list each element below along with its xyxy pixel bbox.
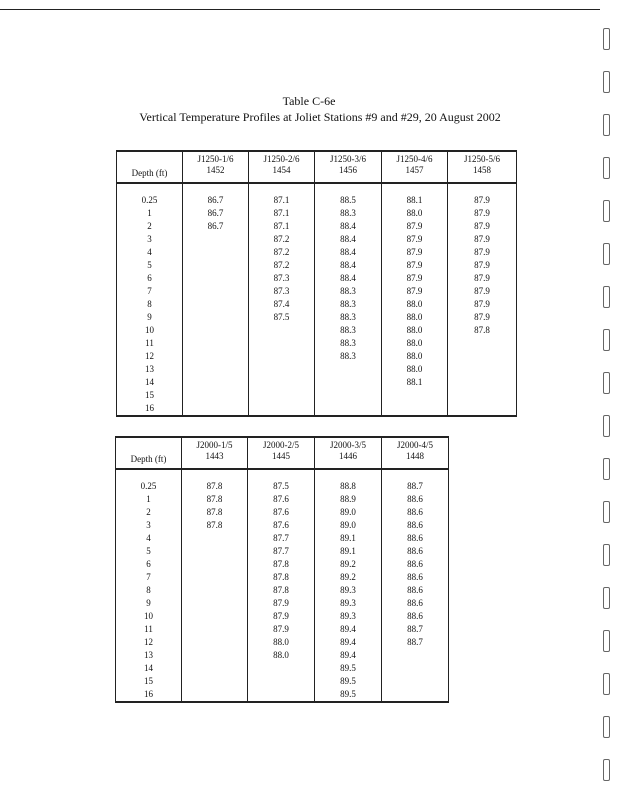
temperature-cell: 87.6 bbox=[248, 506, 315, 519]
temperature-cell: 87.9 bbox=[382, 272, 448, 285]
table-row bbox=[116, 636, 449, 649]
temperature-cell bbox=[315, 376, 382, 389]
table-header-row bbox=[117, 151, 517, 183]
temperature-cell: 89.5 bbox=[315, 675, 382, 688]
temperature-cell: 88.7 bbox=[382, 636, 449, 649]
temperature-cell: 88.1 bbox=[382, 183, 448, 207]
temperature-cell: 87.1 bbox=[249, 220, 315, 233]
temperature-table-j1250 bbox=[116, 150, 517, 417]
temperature-cell bbox=[448, 337, 517, 350]
temperature-cell bbox=[248, 675, 315, 688]
temperature-table-j2000 bbox=[115, 436, 449, 703]
depth-cell: 9 bbox=[117, 311, 183, 324]
temperature-cell bbox=[183, 246, 249, 259]
temperature-cell: 87.8 bbox=[248, 558, 315, 571]
table-row bbox=[116, 675, 449, 688]
temperature-cell: 88.6 bbox=[382, 493, 449, 506]
temperature-cell bbox=[182, 545, 248, 558]
temperature-cell bbox=[249, 389, 315, 402]
temperature-cell bbox=[182, 649, 248, 662]
station-name: J1250-3/6 bbox=[330, 154, 366, 164]
temperature-cell: 86.7 bbox=[183, 207, 249, 220]
depth-cell: 3 bbox=[116, 519, 182, 532]
station-column-header bbox=[448, 151, 517, 183]
temperature-cell: 86.7 bbox=[183, 220, 249, 233]
station-id: 1446 bbox=[339, 451, 357, 461]
station-name: J1250-4/6 bbox=[396, 154, 433, 164]
station-column-header bbox=[183, 151, 249, 183]
station-id: 1448 bbox=[406, 451, 424, 461]
station-name: J2000-1/5 bbox=[196, 440, 233, 450]
temperature-cell: 88.3 bbox=[315, 311, 382, 324]
temperature-cell bbox=[183, 402, 249, 416]
table-row bbox=[116, 506, 449, 519]
depth-cell: 9 bbox=[116, 597, 182, 610]
temperature-cell: 88.5 bbox=[315, 183, 382, 207]
temperature-cell: 89.0 bbox=[315, 506, 382, 519]
temperature-cell: 87.7 bbox=[248, 532, 315, 545]
temperature-cell bbox=[182, 558, 248, 571]
temperature-cell bbox=[315, 389, 382, 402]
temperature-cell: 87.9 bbox=[448, 285, 517, 298]
temperature-cell: 87.8 bbox=[448, 324, 517, 337]
temperature-cell: 88.3 bbox=[315, 207, 382, 220]
depth-cell: 12 bbox=[117, 350, 183, 363]
temperature-cell: 88.3 bbox=[315, 324, 382, 337]
temperature-cell: 89.3 bbox=[315, 610, 382, 623]
table-subtitle: Vertical Temperature Profiles at Joliet Stations #9 and #29, 20 August 2002 bbox=[139, 110, 501, 124]
temperature-cell bbox=[249, 337, 315, 350]
temperature-cell: 89.4 bbox=[315, 623, 382, 636]
temperature-cell bbox=[249, 350, 315, 363]
temperature-cell: 87.8 bbox=[182, 493, 248, 506]
temperature-cell: 87.5 bbox=[248, 469, 315, 493]
temperature-cell: 88.6 bbox=[382, 584, 449, 597]
station-column-header bbox=[382, 437, 449, 469]
depth-cell: 13 bbox=[116, 649, 182, 662]
station-id: 1443 bbox=[205, 451, 224, 461]
temperature-cell bbox=[183, 233, 249, 246]
temperature-cell: 89.1 bbox=[315, 545, 382, 558]
binder-hole bbox=[603, 587, 610, 609]
temperature-cell bbox=[183, 272, 249, 285]
table-row bbox=[117, 350, 517, 363]
depth-column-header: Depth (ft) bbox=[116, 437, 182, 469]
station-id: 1454 bbox=[272, 165, 291, 175]
temperature-cell bbox=[448, 363, 517, 376]
table-row bbox=[116, 649, 449, 662]
table-header-row bbox=[116, 437, 449, 469]
depth-cell: 11 bbox=[116, 623, 182, 636]
temperature-cell bbox=[382, 402, 448, 416]
temperature-cell: 87.8 bbox=[182, 469, 248, 493]
temperature-cell bbox=[448, 350, 517, 363]
temperature-cell: 87.9 bbox=[248, 623, 315, 636]
temperature-cell: 88.4 bbox=[315, 272, 382, 285]
temperature-cell bbox=[448, 402, 517, 416]
temperature-cell: 88.8 bbox=[315, 469, 382, 493]
station-column-header bbox=[315, 151, 382, 183]
temperature-cell bbox=[182, 623, 248, 636]
temperature-cell bbox=[382, 389, 448, 402]
station-name: J2000-2/5 bbox=[263, 440, 299, 450]
depth-cell: 1 bbox=[116, 493, 182, 506]
binder-hole bbox=[603, 501, 610, 523]
temperature-cell bbox=[182, 636, 248, 649]
binder-hole bbox=[603, 415, 610, 437]
temperature-cell bbox=[249, 376, 315, 389]
station-name: J1250-1/6 bbox=[197, 154, 234, 164]
depth-cell: 13 bbox=[117, 363, 183, 376]
depth-cell: 7 bbox=[116, 571, 182, 584]
temperature-cell: 87.9 bbox=[248, 597, 315, 610]
temperature-cell: 87.2 bbox=[249, 246, 315, 259]
table-row bbox=[116, 571, 449, 584]
table-row bbox=[117, 311, 517, 324]
temperature-cell: 88.0 bbox=[382, 298, 448, 311]
temperature-cell bbox=[182, 662, 248, 675]
temperature-cell: 87.8 bbox=[248, 571, 315, 584]
binder-hole bbox=[603, 28, 610, 50]
station-name: J2000-3/5 bbox=[330, 440, 366, 450]
temperature-cell bbox=[183, 363, 249, 376]
binder-hole bbox=[603, 630, 610, 652]
depth-cell: 10 bbox=[116, 610, 182, 623]
temperature-cell: 88.0 bbox=[382, 207, 448, 220]
temperature-cell: 87.2 bbox=[249, 233, 315, 246]
depth-cell: 0.25 bbox=[117, 183, 183, 207]
binder-hole bbox=[603, 286, 610, 308]
temperature-cell: 89.2 bbox=[315, 558, 382, 571]
temperature-cell bbox=[382, 688, 449, 702]
binder-hole bbox=[603, 329, 610, 351]
table-row bbox=[116, 597, 449, 610]
temperature-cell: 87.9 bbox=[382, 220, 448, 233]
temperature-cell: 88.3 bbox=[315, 337, 382, 350]
temperature-cell bbox=[183, 389, 249, 402]
binder-hole bbox=[603, 243, 610, 265]
table-row bbox=[117, 220, 517, 233]
temperature-cell: 88.9 bbox=[315, 493, 382, 506]
station-column-header bbox=[315, 437, 382, 469]
station-name: J1250-5/6 bbox=[464, 154, 500, 164]
table-row bbox=[116, 545, 449, 558]
binder-hole bbox=[603, 759, 610, 781]
temperature-cell: 89.1 bbox=[315, 532, 382, 545]
temperature-cell bbox=[382, 649, 449, 662]
depth-cell: 8 bbox=[116, 584, 182, 597]
table-row bbox=[117, 324, 517, 337]
temperature-cell: 88.0 bbox=[382, 337, 448, 350]
depth-cell: 5 bbox=[116, 545, 182, 558]
table-row bbox=[116, 558, 449, 571]
temperature-cell: 87.9 bbox=[448, 246, 517, 259]
table-row bbox=[117, 207, 517, 220]
page-top-rule bbox=[0, 9, 600, 10]
temperature-cell bbox=[249, 324, 315, 337]
table-title: Table C-6e bbox=[282, 94, 336, 108]
depth-cell: 4 bbox=[116, 532, 182, 545]
table-row bbox=[116, 532, 449, 545]
temperature-cell bbox=[248, 662, 315, 675]
temperature-cell bbox=[182, 532, 248, 545]
temperature-cell: 89.3 bbox=[315, 584, 382, 597]
temperature-cell bbox=[182, 675, 248, 688]
temperature-cell: 87.7 bbox=[248, 545, 315, 558]
temperature-cell: 87.9 bbox=[448, 183, 517, 207]
temperature-cell bbox=[382, 675, 449, 688]
temperature-cell bbox=[382, 662, 449, 675]
temperature-cell: 88.0 bbox=[382, 324, 448, 337]
station-column-header bbox=[248, 437, 315, 469]
station-id: 1452 bbox=[206, 165, 225, 175]
table-row bbox=[117, 259, 517, 272]
temperature-cell: 87.9 bbox=[448, 272, 517, 285]
temperature-cell: 87.8 bbox=[182, 519, 248, 532]
temperature-cell: 88.4 bbox=[315, 233, 382, 246]
temperature-cell bbox=[183, 259, 249, 272]
temperature-cell: 88.6 bbox=[382, 519, 449, 532]
table-row bbox=[117, 376, 517, 389]
depth-column-header: Depth (ft) bbox=[117, 151, 183, 183]
temperature-cell: 88.3 bbox=[315, 298, 382, 311]
table-row bbox=[117, 183, 517, 207]
table-row bbox=[116, 519, 449, 532]
temperature-cell: 87.9 bbox=[248, 610, 315, 623]
temperature-cell bbox=[183, 350, 249, 363]
station-id: 1457 bbox=[405, 165, 424, 175]
temperature-cell bbox=[183, 311, 249, 324]
temperature-cell bbox=[448, 389, 517, 402]
station-column-header bbox=[182, 437, 248, 469]
temperature-cell: 87.9 bbox=[382, 259, 448, 272]
temperature-cell bbox=[183, 324, 249, 337]
depth-cell: 15 bbox=[117, 389, 183, 402]
station-column-header bbox=[249, 151, 315, 183]
temperature-cell bbox=[249, 402, 315, 416]
temperature-cell: 87.9 bbox=[382, 246, 448, 259]
temperature-cell: 87.9 bbox=[448, 311, 517, 324]
temperature-cell: 87.8 bbox=[182, 506, 248, 519]
binder-hole bbox=[603, 114, 610, 136]
depth-cell: 8 bbox=[117, 298, 183, 311]
temperature-cell: 88.6 bbox=[382, 558, 449, 571]
temperature-cell bbox=[182, 610, 248, 623]
temperature-cell bbox=[315, 363, 382, 376]
temperature-cell: 88.1 bbox=[382, 376, 448, 389]
temperature-cell: 88.6 bbox=[382, 545, 449, 558]
temperature-cell bbox=[448, 376, 517, 389]
temperature-cell: 88.6 bbox=[382, 506, 449, 519]
temperature-cell: 87.4 bbox=[249, 298, 315, 311]
temperature-cell bbox=[183, 298, 249, 311]
temperature-cell bbox=[183, 285, 249, 298]
temperature-cell: 89.5 bbox=[315, 688, 382, 702]
binder-hole bbox=[603, 372, 610, 394]
table-row bbox=[116, 610, 449, 623]
table-row bbox=[116, 662, 449, 675]
station-name: J2000-4/5 bbox=[397, 440, 433, 450]
temperature-cell: 87.9 bbox=[448, 259, 517, 272]
station-id: 1456 bbox=[339, 165, 357, 175]
depth-cell: 2 bbox=[117, 220, 183, 233]
depth-cell: 1 bbox=[117, 207, 183, 220]
temperature-cell: 89.5 bbox=[315, 662, 382, 675]
table-row bbox=[117, 337, 517, 350]
depth-cell: 4 bbox=[117, 246, 183, 259]
temperature-cell: 88.4 bbox=[315, 246, 382, 259]
temperature-cell bbox=[182, 584, 248, 597]
temperature-cell: 88.6 bbox=[382, 610, 449, 623]
station-name: J1250-2/6 bbox=[263, 154, 300, 164]
temperature-cell: 87.9 bbox=[448, 298, 517, 311]
temperature-cell: 88.7 bbox=[382, 623, 449, 636]
table-row bbox=[117, 402, 517, 416]
temperature-cell: 88.4 bbox=[315, 220, 382, 233]
binder-holes bbox=[603, 28, 610, 802]
temperature-cell: 88.6 bbox=[382, 597, 449, 610]
binder-hole bbox=[603, 200, 610, 222]
temperature-cell: 89.4 bbox=[315, 649, 382, 662]
depth-cell: 14 bbox=[117, 376, 183, 389]
temperature-cell bbox=[182, 597, 248, 610]
temperature-cell: 88.0 bbox=[248, 649, 315, 662]
temperature-cell: 87.1 bbox=[249, 183, 315, 207]
station-column-header bbox=[382, 151, 448, 183]
temperature-cell: 88.0 bbox=[382, 311, 448, 324]
table-row bbox=[116, 623, 449, 636]
temperature-cell bbox=[182, 688, 248, 702]
table-row bbox=[117, 272, 517, 285]
depth-cell: 15 bbox=[116, 675, 182, 688]
depth-cell: 6 bbox=[116, 558, 182, 571]
temperature-cell: 88.3 bbox=[315, 350, 382, 363]
depth-cell: 5 bbox=[117, 259, 183, 272]
temperature-cell bbox=[249, 363, 315, 376]
depth-cell: 3 bbox=[117, 233, 183, 246]
table-row bbox=[117, 389, 517, 402]
temperature-cell: 89.3 bbox=[315, 597, 382, 610]
temperature-cell: 88.6 bbox=[382, 532, 449, 545]
table-row bbox=[117, 363, 517, 376]
table-row bbox=[117, 298, 517, 311]
depth-cell: 2 bbox=[116, 506, 182, 519]
temperature-cell: 87.6 bbox=[248, 493, 315, 506]
binder-hole bbox=[603, 673, 610, 695]
depth-cell: 7 bbox=[117, 285, 183, 298]
temperature-cell: 87.1 bbox=[249, 207, 315, 220]
temperature-cell: 86.7 bbox=[183, 183, 249, 207]
temperature-cell: 87.3 bbox=[249, 285, 315, 298]
depth-cell: 6 bbox=[117, 272, 183, 285]
binder-hole bbox=[603, 716, 610, 738]
temperature-cell bbox=[248, 688, 315, 702]
temperature-cell: 87.9 bbox=[448, 220, 517, 233]
temperature-cell bbox=[183, 337, 249, 350]
table-row bbox=[117, 285, 517, 298]
temperature-cell: 87.2 bbox=[249, 259, 315, 272]
depth-cell: 12 bbox=[116, 636, 182, 649]
station-id: 1445 bbox=[272, 451, 290, 461]
temperature-cell: 88.0 bbox=[248, 636, 315, 649]
station-id: 1458 bbox=[473, 165, 491, 175]
temperature-cell: 87.9 bbox=[382, 233, 448, 246]
table-row bbox=[116, 469, 449, 493]
temperature-cell bbox=[182, 571, 248, 584]
binder-hole bbox=[603, 458, 610, 480]
temperature-cell: 89.2 bbox=[315, 571, 382, 584]
temperature-cell: 88.3 bbox=[315, 285, 382, 298]
temperature-cell: 87.9 bbox=[448, 207, 517, 220]
temperature-cell: 88.0 bbox=[382, 350, 448, 363]
depth-cell: 16 bbox=[116, 688, 182, 702]
depth-cell: 10 bbox=[117, 324, 183, 337]
table-row bbox=[117, 246, 517, 259]
temperature-cell: 89.4 bbox=[315, 636, 382, 649]
temperature-cell: 87.9 bbox=[448, 233, 517, 246]
temperature-cell: 88.4 bbox=[315, 259, 382, 272]
table-row bbox=[116, 584, 449, 597]
temperature-cell: 87.5 bbox=[249, 311, 315, 324]
table-row bbox=[116, 493, 449, 506]
depth-cell: 14 bbox=[116, 662, 182, 675]
temperature-cell: 87.3 bbox=[249, 272, 315, 285]
temperature-cell: 87.8 bbox=[248, 584, 315, 597]
temperature-cell bbox=[315, 402, 382, 416]
binder-hole bbox=[603, 544, 610, 566]
temperature-cell: 87.6 bbox=[248, 519, 315, 532]
table-row bbox=[116, 688, 449, 702]
binder-hole bbox=[603, 71, 610, 93]
temperature-cell: 89.0 bbox=[315, 519, 382, 532]
table-row bbox=[117, 233, 517, 246]
depth-cell: 0.25 bbox=[116, 469, 182, 493]
depth-cell: 11 bbox=[117, 337, 183, 350]
temperature-cell: 88.7 bbox=[382, 469, 449, 493]
binder-hole bbox=[603, 157, 610, 179]
depth-cell: 16 bbox=[117, 402, 183, 416]
temperature-cell bbox=[183, 376, 249, 389]
temperature-cell: 87.9 bbox=[382, 285, 448, 298]
temperature-cell: 88.0 bbox=[382, 363, 448, 376]
temperature-cell: 88.6 bbox=[382, 571, 449, 584]
